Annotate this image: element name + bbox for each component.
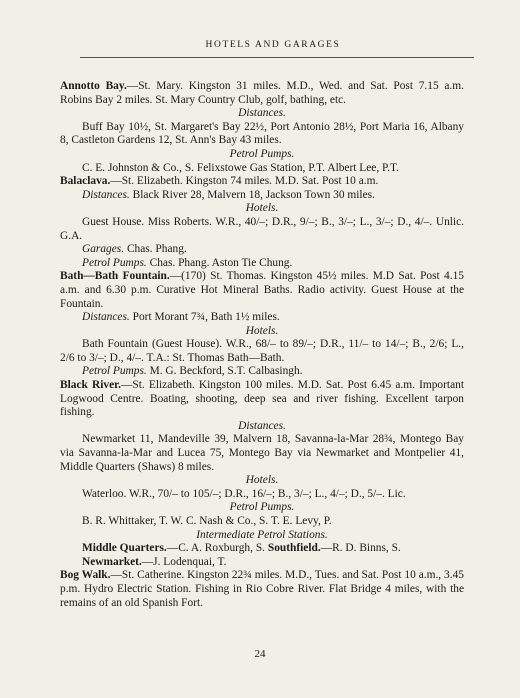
- hotels-heading: Hotels.: [245, 202, 279, 215]
- entry-text: —St. Catherine. Kingston 22¾ miles. M.D., Tues. and Sat. Post 10 a.m., 3.45 p.m. Hydro Electric Station. Fishing in Rio Cobre River. Flat Bridge 4 miles, with the remains of an old Spanish Fort.: [60, 569, 464, 609]
- station-name-southfield: Southfield.: [267, 542, 321, 555]
- petrol-pumps-label: Petrol Pumps.: [82, 256, 147, 269]
- petrol-pumps-label: Petrol Pumps.: [82, 365, 147, 378]
- entry-balaclava: [60, 175, 464, 189]
- station-name-newmarket: Newmarket.: [82, 555, 142, 568]
- page-number: 24: [254, 648, 266, 660]
- place-name: Balaclava.: [60, 175, 111, 188]
- distances-text: Newmarket 11, Mandeville 39, Malvern 18, Savanna-la-Mar 28¾, Montego Bay via Savanna-la-Mar and Lucea 75, Montego Bay via Newmarket and Montpelier 41, Middle Quarters (Shaws) 8 miles.: [60, 433, 464, 473]
- station-name-middle-quarters: Middle Quarters.: [82, 542, 167, 555]
- distances-heading: Distances.: [238, 107, 286, 120]
- entry-text: —(170) St. Thomas. Kingston 45½ miles. M.D Sat. Post 4.15 a.m. and 6.30 p.m. Curative Hot Mineral Baths. Radio activity. Guest House at the Fountain.: [60, 270, 464, 310]
- distances-text: Buff Bay 10½, St. Margaret's Bay 22½, Port Antonio 28½, Port Maria 16, Albany 8, Castleton Gardens 12, St. Ann's Bay 43 miles.: [60, 120, 464, 147]
- entry-text: —St. Mary. Kingston 31 miles. M.D., Wed. and Sat. Post 7.15 a.m. Robins Bay 2 miles. St. Mary Country Club, golf, bathing, etc.: [60, 80, 464, 106]
- petrol-pumps-text: B. R. Whittaker, T. W. C. Nash & Co., S. T. E. Levy, P.: [82, 515, 332, 527]
- distances-text: Port Morant 7¾, Bath 1½ miles.: [129, 311, 280, 324]
- entry-bog-walk: [60, 569, 464, 610]
- place-name: Annotto Bay.: [60, 80, 127, 92]
- hotels-heading: Hotels.: [245, 474, 279, 487]
- petrol-pumps-text: M. G. Beckford, S.T. Calbasingh.: [146, 365, 303, 378]
- distances-label: Distances.: [82, 188, 130, 201]
- distances-line: [60, 311, 464, 325]
- place-name: Black River.: [60, 379, 121, 392]
- garages-line: [60, 243, 464, 257]
- distances-text: Black River 28, Malvern 18, Jackson Town 30 miles.: [129, 188, 375, 201]
- entry-text: —St. Elizabeth. Kingston 100 miles. M.D. Sat. Post 6.45 a.m. Important Logwood Centre. Boating, shooting, deep sea and river fishing. Excellent tarpon fishing.: [60, 379, 464, 419]
- station-text: —C. A. Roxburgh, S.: [166, 542, 268, 555]
- intermediate-stations-line: [60, 542, 464, 556]
- station-text: —R. D. Binns, S.: [320, 542, 401, 555]
- garages-text: Chas. Phang.: [124, 243, 187, 256]
- hotel-text: Waterloo. W.R., 70/– to 105/–; D.R., 16/–; B., 3/–; L., 4/–; D., 5/–. Lic.: [82, 487, 406, 500]
- distances-heading: Distances.: [238, 419, 286, 432]
- station-text: —J. Lodenquai, T.: [141, 555, 227, 568]
- petrol-pumps-text: Chas. Phang. Aston Tie Chung.: [146, 256, 293, 269]
- entry-text: —St. Elizabeth. Kingston 74 miles. M.D. Sat. Post 10 a.m.: [110, 175, 379, 188]
- running-head: HOTELS AND GARAGES: [205, 40, 341, 50]
- petrol-pumps-heading: Petrol Pumps.: [229, 501, 295, 514]
- petrol-pumps-heading: Petrol Pumps.: [229, 147, 295, 160]
- intermediate-stations-heading: Intermediate Petrol Stations.: [196, 528, 328, 541]
- petrol-pumps-line: [60, 365, 464, 379]
- place-name: Bog Walk.: [60, 569, 111, 582]
- entry-bath: [60, 270, 464, 311]
- intermediate-stations-line: [60, 556, 464, 570]
- entry-annotto-bay: [60, 80, 464, 107]
- garages-label: Garages.: [82, 243, 125, 256]
- header-rule: [80, 57, 474, 58]
- entry-black-river: [60, 379, 464, 420]
- hotels-heading: Hotels.: [245, 324, 279, 337]
- hotel-text: Bath Fountain (Guest House). W.R., 68/– to 89/–; D.R., 11/– to 14/–; B., 2/6; L., 2/6 to 3/–; D., 4/–. T.A.: St. Thomas Bath—Bath.: [60, 338, 464, 364]
- petrol-pumps-text: C. E. Johnston & Co., S. Felixstowe Gas Station, P.T. Albert Lee, P.T.: [82, 161, 399, 174]
- distances-label: Distances.: [82, 311, 130, 324]
- petrol-pumps-line: [60, 257, 464, 271]
- hotel-text: Guest House. Miss Roberts. W.R., 40/–; D.R., 9/–; B., 3/–; L., 3/–; D., 4/–. Unlic. G.A.: [60, 215, 464, 242]
- place-name: Bath—Bath Fountain.: [60, 270, 170, 283]
- distances-line: [60, 189, 464, 203]
